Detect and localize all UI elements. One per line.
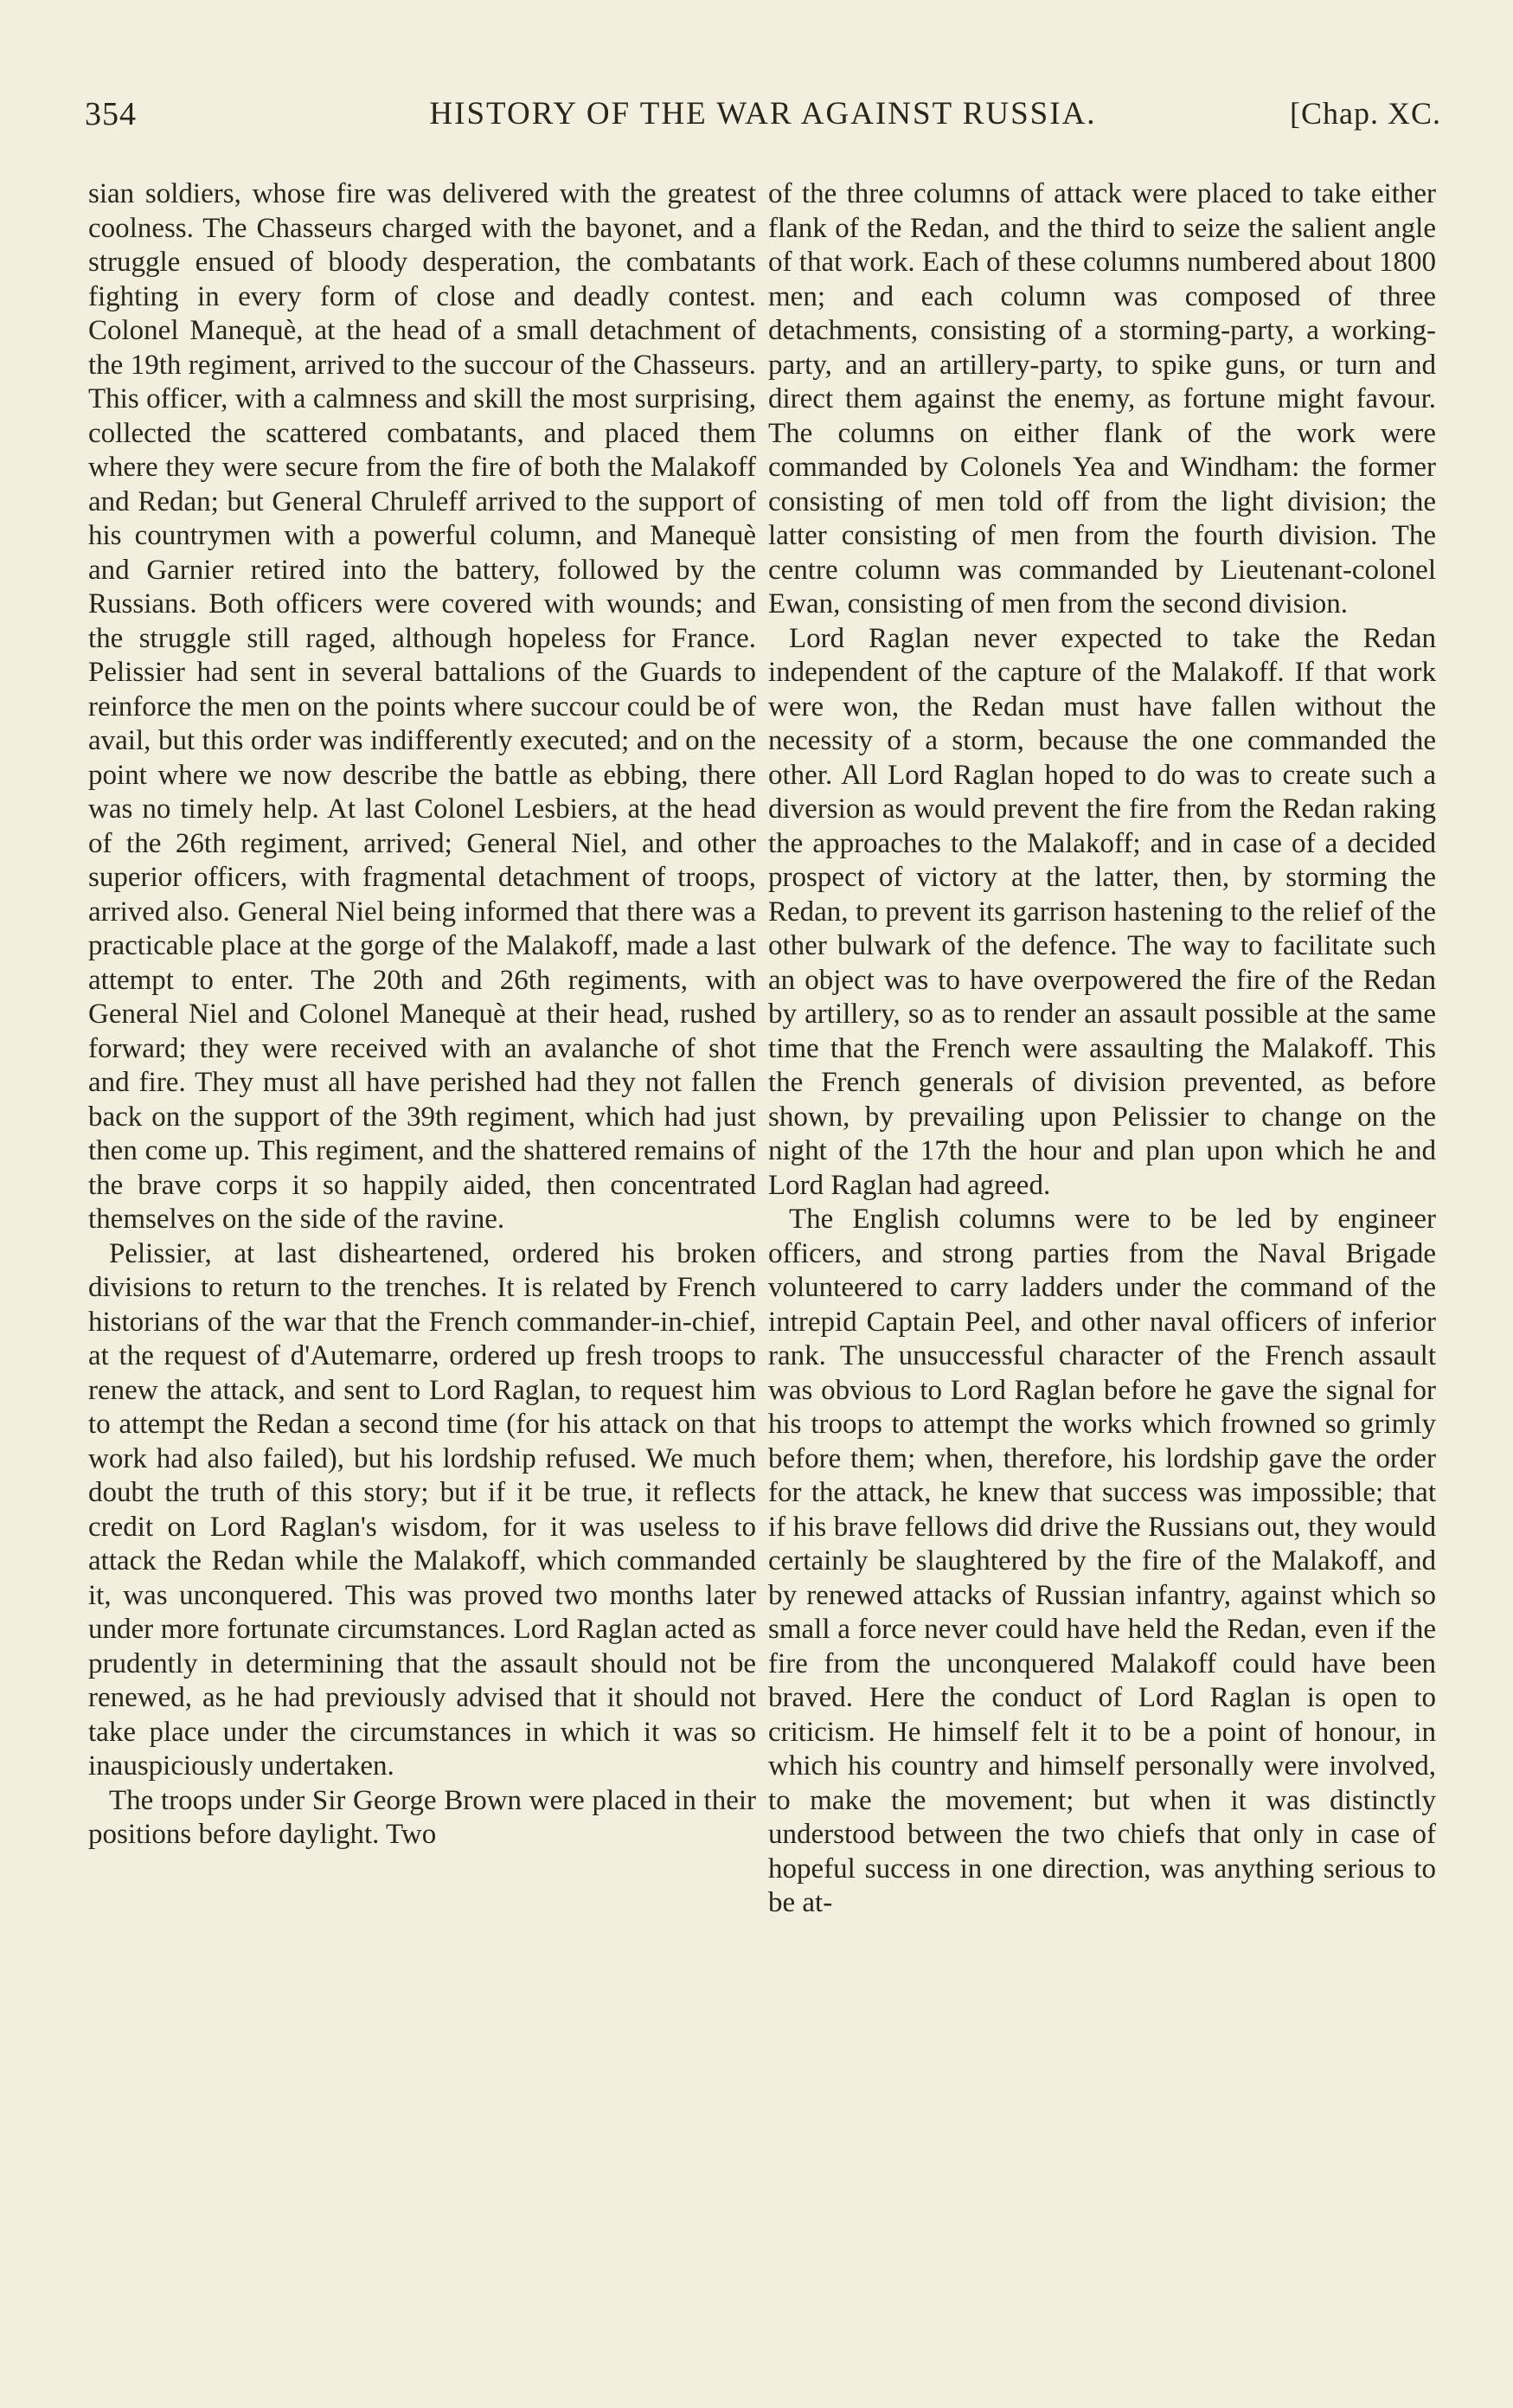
paragraph: Pelissier, at last disheartened, ordered his broken divisions to return to the trenches. It is related by French historians of the war that the French commander-in-chief, at the request of d'Autemarre, ordered up fresh troops to renew the attack, and sent to Lord Raglan, to request him to attempt the Redan a second time (for his attack on that work had also failed), but his lordship refused. We much doubt the truth of this story; but if it be true, it reflects credit on Lord Raglan's wisdom, for it was useless to attack the Redan while the Malakoff, which commanded it, was unconquered. This was proved two months later under more fortunate circumstances. Lord Raglan acted as prudently in determining that the assault should not be renewed, as he had previously advised that it should not take place under the circumstances in which it was so inauspiciously undertaken. — [88, 1237, 756, 1782]
chapter-reference: [Chap. XC. — [1290, 96, 1441, 131]
paragraph: The English columns were to be led by engineer officers, and strong parties from the Naval Brigade volunteered to carry ladders under the command of the intrepid Captain Peel, and other naval officers of inferior rank. The unsuccessful character of the French assault was obvious to Lord Raglan before he gave the signal for his troops to attempt the works which frowned so grimly before them; when, therefore, his lordship gave the order for the attack, he knew that success was impossible; that if his brave fellows did drive the Russians out, they would certainly be slaughtered by the fire of the Malakoff, and by renewed attacks of Russian infantry, against which so small a force never could have held the Redan, even if the fire from the unconquered Malakoff could have been braved. Here the conduct of Lord Raglan is open to criticism. He himself felt it to be a point of honour, in which his country and himself personally were involved, to make the movement; but when it was distinctly understood between the two chiefs that only in case of hopeful success in one direction, was anything serious to be at- — [768, 1204, 1436, 1918]
paragraph: of the three columns of attack were placed to take either flank of the Redan, and the third to seize the salient angle of that work. Each of these columns numbered about 1800 men; and each column was composed of three detachments, consisting of a storming-party, a working-party, and an artillery-party, to spike guns, or turn and direct them against the enemy, as fortune might favour. The columns on either flank of the work were commanded by Colonels Yea and Windham: the former consisting of men told off from the light division; the latter consisting of men from the fourth division. The centre column was commanded by Lieutenant-colonel Ewan, consisting of men from the second division. — [768, 178, 1436, 620]
page-number: 354 — [85, 96, 137, 132]
paragraph: The troops under Sir George Brown were placed in their positions before daylight. Two — [88, 1784, 756, 1850]
paragraph: Lord Raglan never expected to take the Redan independent of the capture of the Malakoff. If that work were won, the Redan must have fallen without the necessity of a storm, because the one commanded the other. All Lord Raglan hoped to do was to create such a diversion as would prevent the fire from the Redan raking the approaches to the Malakoff; and in case of a decided prospect of victory at the latter, then, by storming the Redan, to prevent its garrison hastening to the relief of the other bulwark of the defence. The way to facilitate such an object was to have overpowered the fire of the Redan by artillery, so as to render an assault possible at the same time that the French were assaulting the Malakoff. This the French generals of division prevented, as before shown, by prevailing upon Pelissier to change on the night of the 17th the hour and plan upon which he and Lord Raglan had agreed. — [768, 622, 1436, 1201]
running-title: HISTORY OF THE WAR AGAINST RUSSIA. — [429, 96, 1097, 132]
paragraph: sian soldiers, whose fire was delivered with the greatest coolness. The Chasseurs charged with the bayonet, and a struggle ensued of bloody desperation, the combatants fighting in every form of close and deadly contest. Colonel Manequè, at the head of a small detachment of the 19th regiment, arrived to the succour of the Chasseurs. This officer, with a calmness and skill the most surprising, collected the scattered combatants, and placed them where they were secure from the fire of both the Malakoff and Redan; but General Chruleff arrived to the support of his countrymen with a powerful column, and Manequè and Garnier retired into the battery, followed by the Russians. Both officers were covered with wounds; and the struggle still raged, although hopeless for France. Pelissier had sent in several battalions of the Guards to reinforce the men on the points where succour could be of avail, but this order was indifferently executed; and on the point where we now describe the battle as ebbing, there was no timely help. At last Colonel Lesbiers, at the head of the 26th regiment, arrived; General Niel, and other superior officers, with fragmental detachment of troops, arrived also. General Niel being informed that there was a practicable place at the gorge of the Malakoff, made a last attempt to enter. The 20th and 26th regiments, with General Niel and Colonel Manequè at their head, rushed forward; they were received with an avalanche of shot and fire. They must all have perished had they not fallen back on the support of the 39th regiment, which had just then come up. This regiment, and the shattered remains of the brave corps it so happily aided, then concentrated themselves on the side of the ravine. — [88, 178, 756, 1235]
left-column — [88, 177, 756, 1853]
right-column — [768, 177, 1436, 1921]
running-header — [85, 95, 1441, 147]
